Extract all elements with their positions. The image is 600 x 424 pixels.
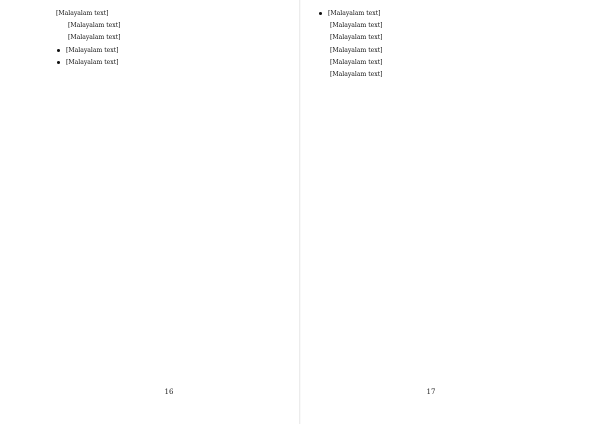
- right-bullet-item-1: [318, 10, 544, 18]
- right-page: [318, 10, 544, 414]
- left-bullet-text-1: [Malayalam text]: [66, 46, 119, 54]
- book-gutter: [299, 0, 301, 424]
- left-paragraph-1: [Malayalam text]: [56, 10, 109, 17]
- right-page-number: 17: [426, 388, 436, 396]
- bullet-icon: [319, 12, 322, 15]
- left-page: [56, 10, 282, 414]
- right-bullet-list: [318, 10, 544, 18]
- left-bullet-list: [56, 47, 282, 67]
- right-paragraph-1: [Malayalam text]: [330, 22, 383, 30]
- left-page-content: [56, 10, 282, 380]
- right-bullet-text-1: [Malayalam text]: [328, 10, 381, 17]
- right-paragraph-3: [Malayalam text]: [330, 46, 383, 54]
- left-bullet-item-1: [56, 47, 282, 55]
- left-bullet-text-2: [Malayalam text]: [66, 58, 119, 66]
- bullet-icon: [57, 49, 60, 52]
- left-page-number: 16: [164, 388, 174, 396]
- right-paragraph-4: [Malayalam text]: [330, 58, 383, 66]
- bullet-icon: [57, 61, 60, 64]
- right-paragraph-5: [Malayalam text]: [330, 71, 383, 79]
- left-bullet-item-2: [56, 59, 282, 67]
- right-paragraph-2: [Malayalam text]: [330, 34, 383, 42]
- left-paragraph-2: [Malayalam text]: [68, 22, 121, 30]
- left-paragraph-3: [Malayalam text]: [68, 34, 121, 42]
- right-page-content: [318, 10, 544, 380]
